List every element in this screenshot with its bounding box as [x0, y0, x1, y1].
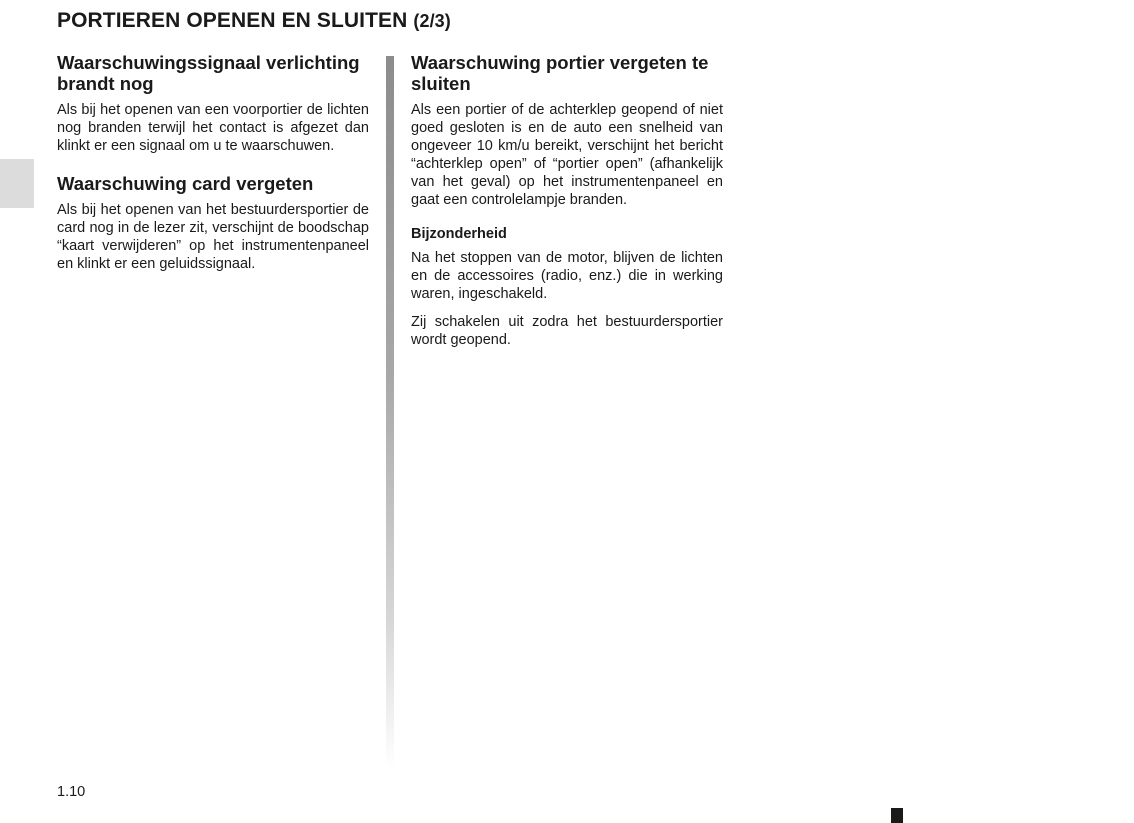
page-number: 1.10	[57, 784, 86, 800]
section-card-warning	[57, 173, 369, 273]
section-lights-warning	[57, 52, 369, 155]
section-door-warning	[411, 52, 723, 349]
section-heading-card-warning: Waarschuwing card vergeten	[57, 173, 314, 194]
section-heading-door-warning: Waarschuwing portier vergeten te sluiten	[411, 52, 709, 94]
subsection-text-switch-off: Zij schakelen uit zodra het bestuurdersportier wordt geopend.	[411, 314, 723, 348]
column-divider	[386, 56, 394, 768]
left-column	[57, 52, 369, 283]
chapter-tab-marker	[0, 159, 34, 208]
section-heading-lights-warning: Waarschuwingssignaal verlichting brandt nog	[57, 52, 360, 94]
corner-print-mark	[891, 808, 903, 823]
section-text-card-warning: Als bij het openen van het bestuurdersportier de card nog in de lezer zit, verschijnt de boodschap “kaart verwijderen” op het instrumentenpaneel en klinkt er een geluidssignaal.	[57, 202, 369, 272]
subsection-heading-particularity: Bijzonderheid	[411, 226, 507, 242]
page-title-part: (2/3)	[413, 11, 451, 31]
right-column	[411, 52, 723, 359]
subsection-text-accessories: Na het stoppen van de motor, blijven de lichten en de accessoires (radio, enz.) die in werking waren, ingeschakeld.	[411, 250, 723, 302]
section-text-lights-warning: Als bij het openen van een voorportier de lichten nog branden terwijl het contact is afgezet dan klinkt er een signaal om u te waarschuwen.	[57, 102, 369, 154]
section-text-door-warning: Als een portier of de achterklep geopend of niet goed gesloten is en de auto een snelheid van ongeveer 10 km/u bereikt, verschijnt het bericht “achterklep open” of “portier open” (afhankelijk van het geval) op het instrumentenpaneel en gaat een controlelampje branden.	[411, 102, 723, 208]
page-title	[57, 9, 451, 33]
page-title-main: PORTIEREN OPENEN EN SLUITEN	[57, 9, 408, 32]
